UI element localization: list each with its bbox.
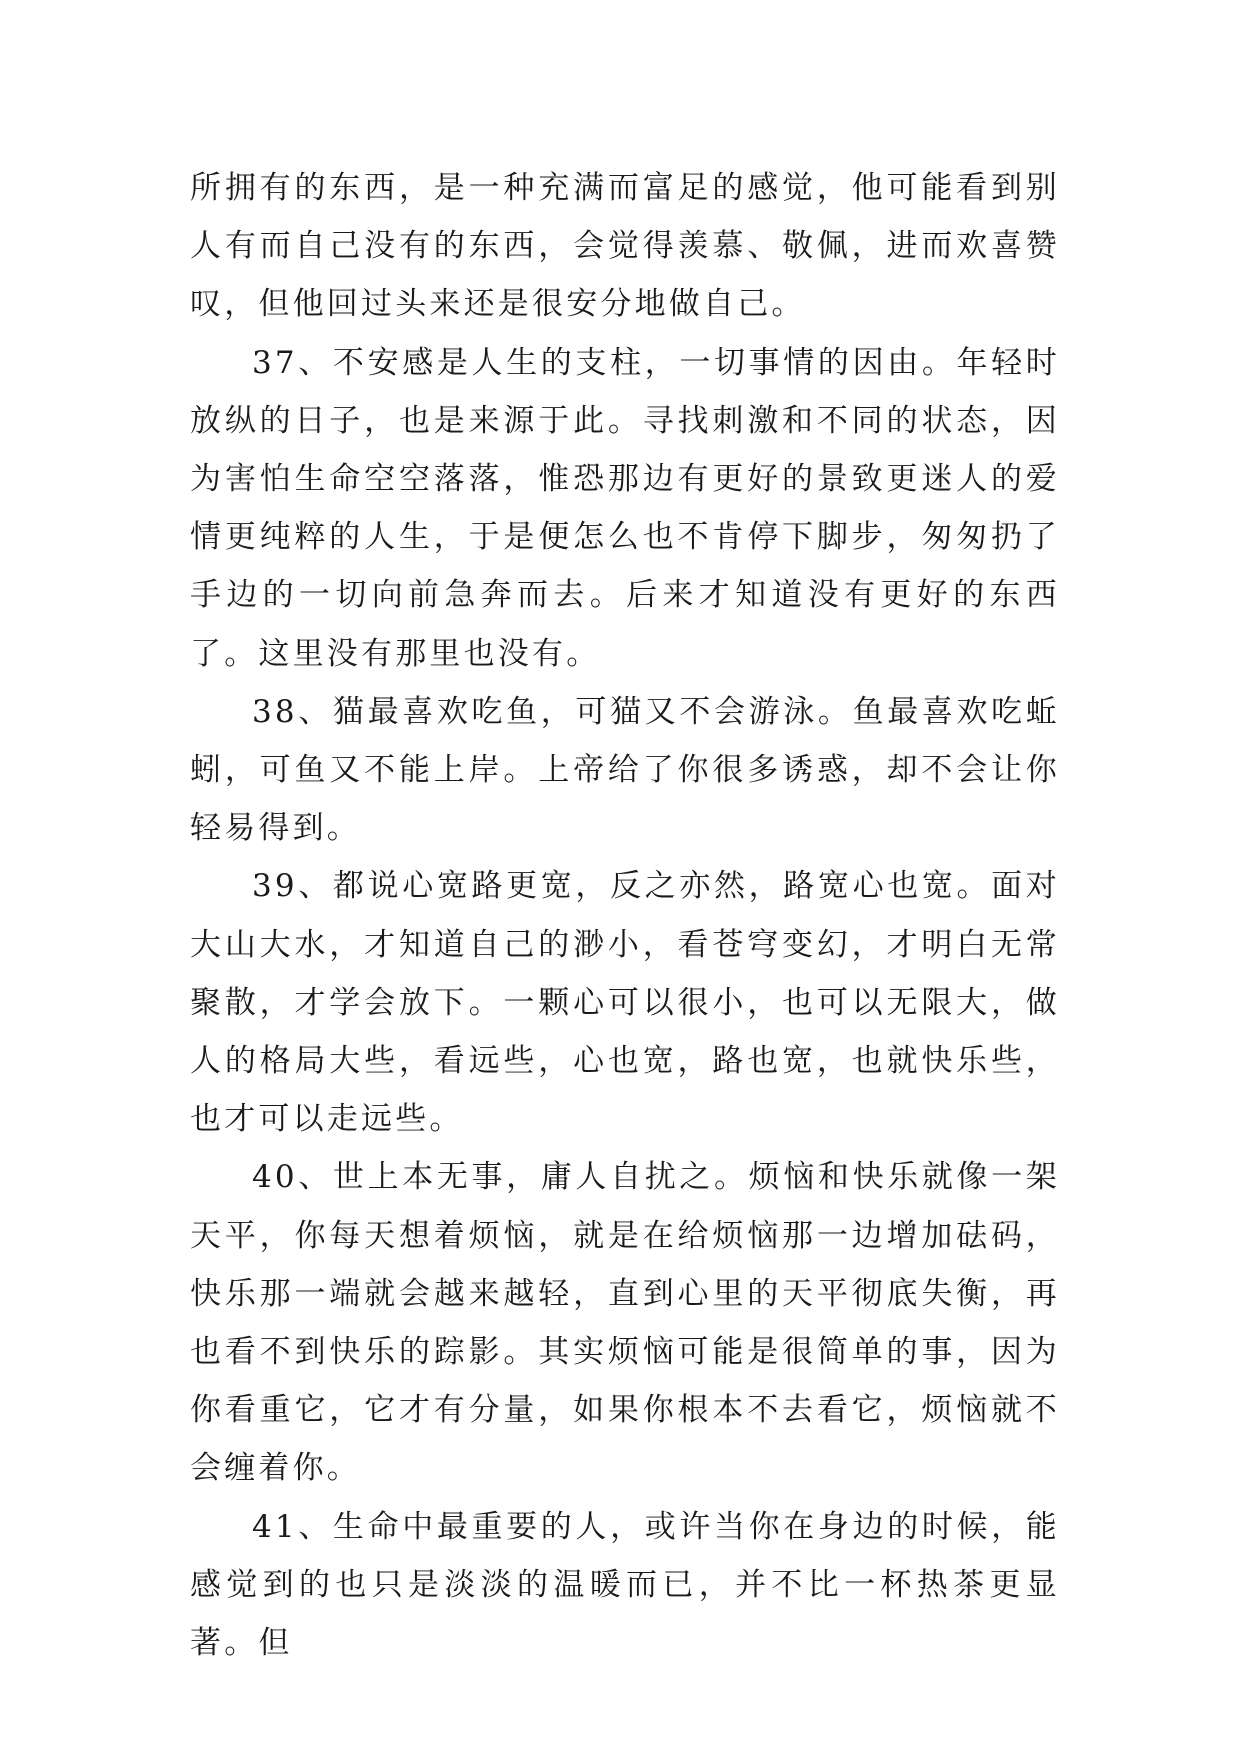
document-body xyxy=(190,159,1060,1672)
paragraph-38: 38、猫最喜欢吃鱼，可猫又不会游泳。鱼最喜欢吃蚯蚓，可鱼又不能上岸。上帝给了你很多诱惑，却不会让你轻易得到。 xyxy=(190,693,1060,847)
paragraph-40: 40、世上本无事，庸人自扰之。烦恼和快乐就像一架天平，你每天想着烦恼，就是在给烦恼那一边增加砝码，快乐那一端就会越来越轻，直到心里的天平彻底失衡，再也看不到快乐的踪影。其实烦恼可能是很简单的事，因为你看重它，它才有分量，如果你根本不去看它，烦恼就不会缠着你。 xyxy=(190,1159,1060,1487)
paragraph-41: 41、生命中最重要的人，或许当你在身边的时候，能感觉到的也只是淡淡的温暖而已，并不比一杯热茶更显著。但 xyxy=(190,1508,1060,1662)
paragraph-continuation: 所拥有的东西，是一种充满而富足的感觉，他可能看到别人有而自己没有的东西，会觉得羡慕、敬佩，进而欢喜赞叹，但他回过头来还是很安分地做自己。 xyxy=(190,170,1060,323)
paragraph-39: 39、都说心宽路更宽，反之亦然，路宽心也宽。面对大山大水，才知道自己的渺小，看苍穹变幻，才明白无常聚散，才学会放下。一颗心可以很小，也可以无限大，做人的格局大些，看远些，心也宽，路也宽，也就快乐些，也才可以走远些。 xyxy=(190,868,1060,1138)
paragraph-37: 37、不安感是人生的支柱，一切事情的因由。年轻时放纵的日子，也是来源于此。寻找刺激和不同的状态，因为害怕生命空空落落，惟恐那边有更好的景致更迷人的爱情更纯粹的人生，于是便怎么也不肯停下脚步，匆匆扔了手边的一切向前急奔而去。后来才知道没有更好的东西了。这里没有那里也没有。 xyxy=(190,344,1060,672)
